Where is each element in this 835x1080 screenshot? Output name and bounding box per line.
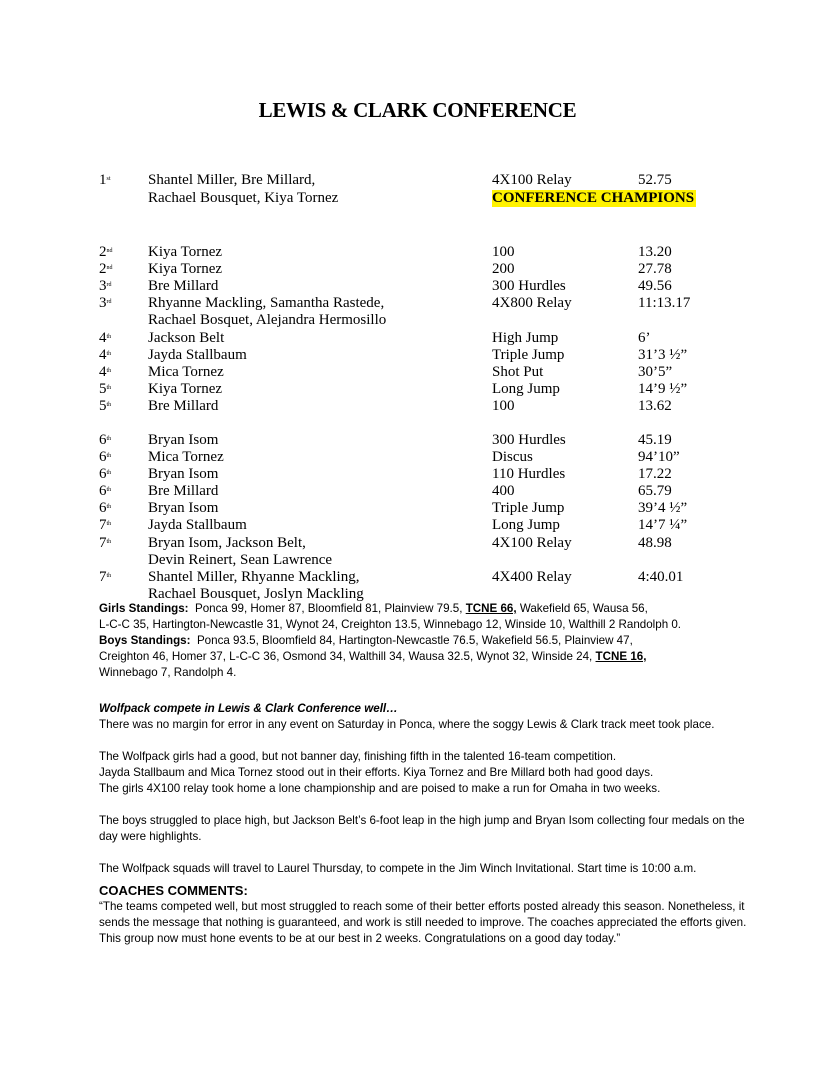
place-suffix: st (106, 176, 111, 182)
boys-standings-line-1 (99, 633, 749, 649)
event-cell: Long Jump (492, 517, 560, 533)
page-title: LEWIS & CLARK CONFERENCE (258, 98, 577, 122)
place-suffix: nd (106, 265, 113, 271)
athlete-cell: Jayda Stallbaum (148, 347, 247, 363)
mark-cell: 6’ (638, 330, 651, 346)
result-row (0, 295, 835, 312)
place-number: 5 (99, 398, 107, 414)
place-number: 2 (99, 244, 107, 260)
athlete-cell: Bre Millard (148, 398, 219, 414)
place-number: 7 (99, 517, 107, 533)
mark-cell: 94’10” (638, 449, 680, 465)
athlete-cell: Bre Millard (148, 278, 219, 294)
place-number: 5 (99, 381, 107, 397)
athlete-cell: Bryan Isom (148, 466, 219, 482)
result-row (0, 552, 835, 569)
place-cell (99, 381, 111, 398)
coaches-comments (99, 883, 749, 947)
athlete-cell: Mica Tornez (148, 364, 224, 380)
place-cell (99, 172, 111, 189)
place-cell (99, 500, 111, 517)
athlete-cell: Kiya Tornez (148, 244, 223, 260)
athlete-cell: Mica Tornez (148, 449, 224, 465)
girls-standings-line-1 (99, 601, 749, 617)
mark-cell: 48.98 (638, 535, 672, 551)
result-row (0, 569, 835, 586)
place-number: 6 (99, 500, 107, 516)
mark-cell: 14’7 ¼” (638, 517, 688, 533)
girls-standings-text: Wakefield 65, Wausa 56, (519, 602, 648, 615)
athlete-cell: Bryan Isom (148, 500, 219, 516)
article-paragraph-2-line-3: The girls 4X100 relay took home a lone championship and are poised to make a run for Omaha in two weeks. (99, 782, 661, 795)
event-cell: 400 (492, 483, 515, 499)
place-suffix: th (106, 470, 112, 476)
mark-cell: 31’3 ½” (638, 347, 688, 363)
place-suffix: th (106, 351, 112, 357)
girls-standings-label: Girls Standings: (99, 602, 189, 615)
place-suffix: th (106, 487, 112, 493)
girls-tcne-score: TCNE 66, (465, 602, 517, 615)
mark-cell: 65.79 (638, 483, 672, 499)
boys-standings-label: Boys Standings: (99, 634, 191, 647)
article-paragraph-3-line-2: day were highlights. (99, 830, 202, 843)
place-suffix: th (106, 539, 112, 545)
place-suffix: nd (106, 248, 113, 254)
place-suffix: th (106, 436, 112, 442)
standings (99, 601, 749, 681)
event-cell: 4X100 Relay (492, 535, 572, 551)
coaches-line-2: sends the message that nothing is guaranteed, and work is still needed to improve. The coaches appreciated the efforts given. (99, 916, 747, 929)
place-suffix: th (106, 402, 112, 408)
result-row (0, 347, 835, 364)
place-cell (99, 569, 111, 586)
athlete-cell: Rachael Bosquet, Alejandra Hermosillo (148, 312, 387, 328)
place-cell (99, 347, 111, 364)
athlete-cell: Bre Millard (148, 483, 219, 499)
place-cell (99, 398, 111, 415)
place-cell (99, 244, 113, 261)
result-row (0, 244, 835, 261)
event-cell: 4X400 Relay (492, 569, 572, 585)
place-number: 7 (99, 569, 107, 585)
result-row (0, 483, 835, 500)
result-row (0, 449, 835, 466)
place-number: 1 (99, 172, 107, 188)
place-number: 6 (99, 432, 107, 448)
girls-standings-line-2: L-C-C 35, Hartington-Newcastle 31, Wynot 24, Creighton 13.5, Winnebago 12, Winside 10, Walthill 2 Randolph 0. (99, 618, 682, 631)
athlete-cell: Rhyanne Mackling, Samantha Rastede, (148, 295, 385, 311)
article-paragraph-2-line-2: Jayda Stallbaum and Mica Tornez stood out in their efforts. Kiya Tornez and Bre Millard both had good days. (99, 766, 654, 779)
place-suffix: rd (106, 282, 112, 288)
mark-cell: 49.56 (638, 278, 672, 294)
place-suffix: th (106, 504, 112, 510)
relay-champ-row (0, 172, 835, 189)
place-suffix: rd (106, 299, 112, 305)
place-number: 4 (99, 330, 107, 346)
place-suffix: th (106, 334, 112, 340)
place-cell (99, 483, 111, 500)
event-cell: 110 Hurdles (492, 466, 566, 482)
mark-cell: 4:40.01 (638, 569, 684, 585)
mark-cell: 17.22 (638, 466, 672, 482)
event-cell: 100 (492, 398, 515, 414)
event-cell: Triple Jump (492, 347, 565, 363)
article-paragraph-1: There was no margin for error in any event on Saturday in Ponca, where the soggy Lewis & Clark track meet took place. (99, 718, 715, 731)
event-cell: 200 (492, 261, 515, 277)
athlete-cell: Bryan Isom (148, 432, 219, 448)
result-row (0, 398, 835, 415)
result-row (0, 535, 835, 552)
place-number: 6 (99, 449, 107, 465)
coaches-line-1: “The teams competed well, but most struggled to reach some of their better efforts posted already this season. Nonetheless, it (99, 900, 745, 913)
mark-cell: 13.62 (638, 398, 672, 414)
coaches-line-3: This group now must hone events to be at our best in 2 weeks. Congratulations on a good day today.” (99, 932, 621, 945)
result-row (0, 330, 835, 347)
event-cell: Discus (492, 449, 533, 465)
place-cell (99, 432, 111, 449)
place-cell (99, 449, 111, 466)
place-cell (99, 535, 111, 552)
result-row (0, 261, 835, 278)
place-number: 4 (99, 347, 107, 363)
place-cell (99, 517, 111, 534)
athlete-cell: Bryan Isom, Jackson Belt, (148, 535, 306, 551)
place-number: 6 (99, 483, 107, 499)
place-cell (99, 466, 111, 483)
girls-standings-text: Ponca 99, Homer 87, Bloomfield 81, Plainview 79.5, (195, 602, 463, 615)
mark-cell: 14’9 ½” (638, 381, 688, 397)
event-cell: 4X100 Relay (492, 172, 572, 188)
boys-standings-line-2 (99, 649, 749, 665)
athlete-cell: Devin Reinert, Sean Lawrence (148, 552, 333, 568)
place-suffix: th (106, 521, 112, 527)
boys-standings-text: Ponca 93.5, Bloomfield 84, Hartington-Newcastle 76.5, Wakefield 56.5, Plainview 47, (196, 634, 633, 647)
result-row (0, 278, 835, 295)
event-cell: Shot Put (492, 364, 544, 380)
boys-tcne-score: TCNE 16, (595, 650, 647, 663)
event-cell: 100 (492, 244, 515, 260)
athlete-cell: Kiya Tornez (148, 381, 223, 397)
article (99, 701, 749, 877)
place-suffix: th (106, 368, 112, 374)
mark-cell: 13.20 (638, 244, 672, 260)
mark-cell: 39’4 ½” (638, 500, 688, 516)
place-number: 6 (99, 466, 107, 482)
place-suffix: th (106, 573, 112, 579)
result-row (0, 364, 835, 381)
article-paragraph-2-line-1: The Wolfpack girls had a good, but not banner day, finishing fifth in the talented 16-team competition. (99, 750, 617, 763)
place-suffix: th (106, 385, 112, 391)
event-cell: Long Jump (492, 381, 560, 397)
mark-cell: 27.78 (638, 261, 672, 277)
article-paragraph-4: The Wolfpack squads will travel to Laurel Thursday, to compete in the Jim Winch Invitational. Start time is 10:00 a.m. (99, 862, 697, 875)
place-number: 3 (99, 278, 107, 294)
event-cell: 300 Hurdles (492, 278, 566, 294)
event-cell: High Jump (492, 330, 559, 346)
athlete-cell: Jackson Belt (148, 330, 225, 346)
relay-champ-row-2 (0, 190, 835, 207)
place-cell (99, 364, 111, 381)
article-paragraph-3-line-1: The boys struggled to place high, but Jackson Belt’s 6-foot leap in the high jump and Bryan Isom collecting four medals on the (99, 814, 745, 827)
place-cell (99, 295, 112, 312)
result-row (0, 517, 835, 534)
boys-standings-text: Creighton 46, Homer 37, L-C-C 36, Osmond 34, Walthill 34, Wausa 32.5, Wynot 32, Winside 24, (99, 650, 593, 663)
result-row (0, 466, 835, 483)
athlete-cell: Kiya Tornez (148, 261, 223, 277)
result-row (0, 381, 835, 398)
athlete-cell: Shantel Miller, Rhyanne Mackling, (148, 569, 360, 585)
mark-cell: 11:13.17 (638, 295, 691, 311)
article-headline: Wolfpack compete in Lewis & Clark Conference well… (99, 702, 398, 715)
place-number: 3 (99, 295, 107, 311)
event-cell: Triple Jump (492, 500, 565, 516)
result-row (0, 500, 835, 517)
place-number: 2 (99, 261, 107, 277)
mark-cell: 30’5” (638, 364, 673, 380)
boys-standings-line-3: Winnebago 7, Randolph 4. (99, 666, 237, 679)
place-number: 7 (99, 535, 107, 551)
result-row (0, 432, 835, 449)
mark-cell: 45.19 (638, 432, 672, 448)
athlete-cell: Shantel Miller, Bre Millard, (148, 172, 316, 188)
athlete-cell: Rachael Bousquet, Joslyn Mackling (148, 586, 364, 602)
athlete-cell: Rachael Bousquet, Kiya Tornez (148, 190, 339, 206)
event-cell: 300 Hurdles (492, 432, 566, 448)
event-cell: 4X800 Relay (492, 295, 572, 311)
conference-champions-banner: CONFERENCE CHAMPIONS (492, 190, 695, 206)
athlete-cell: Jayda Stallbaum (148, 517, 247, 533)
result-row (0, 312, 835, 329)
mark-cell: 52.75 (638, 172, 672, 188)
place-cell (99, 261, 113, 278)
place-number: 4 (99, 364, 107, 380)
place-cell (99, 278, 112, 295)
place-cell (99, 330, 111, 347)
coaches-heading: COACHES COMMENTS: (99, 883, 248, 898)
place-suffix: th (106, 453, 112, 459)
